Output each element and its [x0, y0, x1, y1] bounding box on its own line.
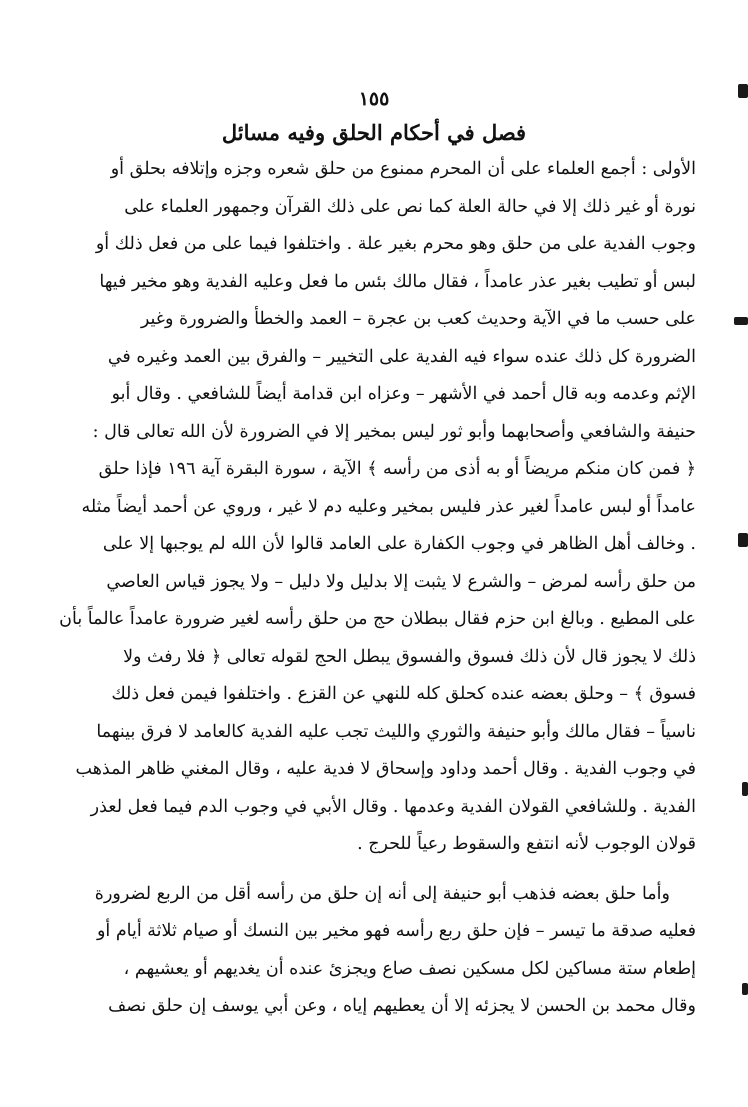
text-line: ذلك لا يجوز قال لأن ذلك فسوق والفسوق يبطل الحج لقوله تعالى ﴿ فلا رفث ولا — [123, 646, 696, 667]
scan-edge-mark — [738, 84, 748, 98]
text-line: ﴿ فمن كان منكم مريضاً أو به أذى من رأسه ﴾ الآية ، سورة البقرة آية ١٩٦ فإذا حلق — [98, 459, 696, 479]
scan-edge-mark — [742, 983, 748, 995]
scan-edge-mark — [734, 317, 748, 325]
scan-edge-mark — [738, 533, 748, 547]
text-line: الضرورة كل ذلك عنده سواء فيه الفدية على التخيير – والفرق بين العمد وغيره في — [107, 346, 696, 367]
page-number: ١٥٥ — [358, 88, 390, 110]
scan-edge-mark — [742, 782, 748, 796]
text-line: لبس أو تطيب بغير عذر عامداً ، فقال مالك بئس ما فعل وعليه الفدية وهو مخير فيها — [99, 271, 696, 292]
text-line: ناسياً – فقال مالك وأبو حنيفة والثوري والليث تجب عليه الفدية كالعامد لا فرق بينهما — [96, 721, 696, 742]
text-line: وجوب الفدية على من حلق وهو محرم بغير علة . واختلفوا فيما على من فعل ذلك أو — [95, 234, 696, 254]
text-line: الإثم وعدمه وبه قال أحمد في الأشهر – وعزاه ابن قدامة أيضاً للشافعي . وقال أبو — [111, 384, 696, 404]
text-line: الأولى : أجمع العلماء على أن المحرم ممنوع من حلق شعره وجزه وإتلافه بحلق أو — [110, 159, 696, 179]
text-line: فسوق ﴾ – وحلق بعضه عنده كحلق كله للنهي عن القزع . واختلفوا فيمن فعل ذلك — [111, 684, 696, 704]
text-line: . وخالف أهل الظاهر في وجوب الكفارة على العامد قالوا لأن الله لم يوجبها إلا على — [102, 534, 696, 554]
text-line: في وجوب الفدية . وقال أحمد وداود وإسحاق لا فدية عليه ، وقال المغني ظاهر المذهب — [75, 759, 696, 779]
text-line: وأما حلق بعضه فذهب أبو حنيفة إلى أنه إن حلق من رأسه أقل من الربع لضرورة — [94, 883, 670, 904]
text-line: إطعام ستة مساكين لكل مسكين نصف صاع ويجزئ عنده أن يغديهم أو يعشيهم ، — [123, 958, 696, 979]
text-line: من حلق رأسه لمرض – والشرع لا يثبت إلا بدليل ولا دليل – ولا يجوز قياس العاصي — [106, 571, 696, 592]
text-line: الفدية . وللشافعي القولان الفدية وعدمها . وقال الأبي في وجوب الدم فيما فعل لعذر — [90, 796, 696, 817]
text-line: وقال محمد بن الحسن لا يجزئه إلا أن يعطيهم إياه ، وعن أبي يوسف إن حلق نصف — [108, 996, 696, 1016]
text-line: عامداً أو لبس عامداً لغير عذر فليس بمخير وعليه دم لا غير ، وروي عن أحمد أيضاً مثله — [81, 496, 696, 517]
text-line: على المطيع . وبالغ ابن حزم فقال ببطلان حج من حلق رأسه لغير ضرورة عامداً عالماً بأن — [59, 609, 696, 629]
text-line: على حسب ما في الآية وحديث كعب بن عجرة – العمد والخطأ والضرورة وغير — [140, 309, 696, 329]
text-line: نورة أو غير ذلك إلا في حالة العلة كما نص على ذلك القرآن وجمهور العلماء على — [124, 196, 696, 217]
section-title: فصل في أحكام الحلق وفيه مسائل — [221, 120, 527, 145]
text-line: فعليه صدقة ما تيسر – فإن حلق ربع رأسه فهو مخير بين النسك أو صيام ثلاثة أيام أو — [96, 921, 696, 941]
text-line: حنيفة والشافعي وأصحابهما وأبو ثور ليس بمخير إلا في الضرورة لأن الله تعالى قال : — [92, 421, 696, 442]
text-line: قولان الوجوب لأنه انتفع والسقوط رعياً للحرج . — [357, 834, 696, 854]
body-text — [59, 151, 696, 1026]
